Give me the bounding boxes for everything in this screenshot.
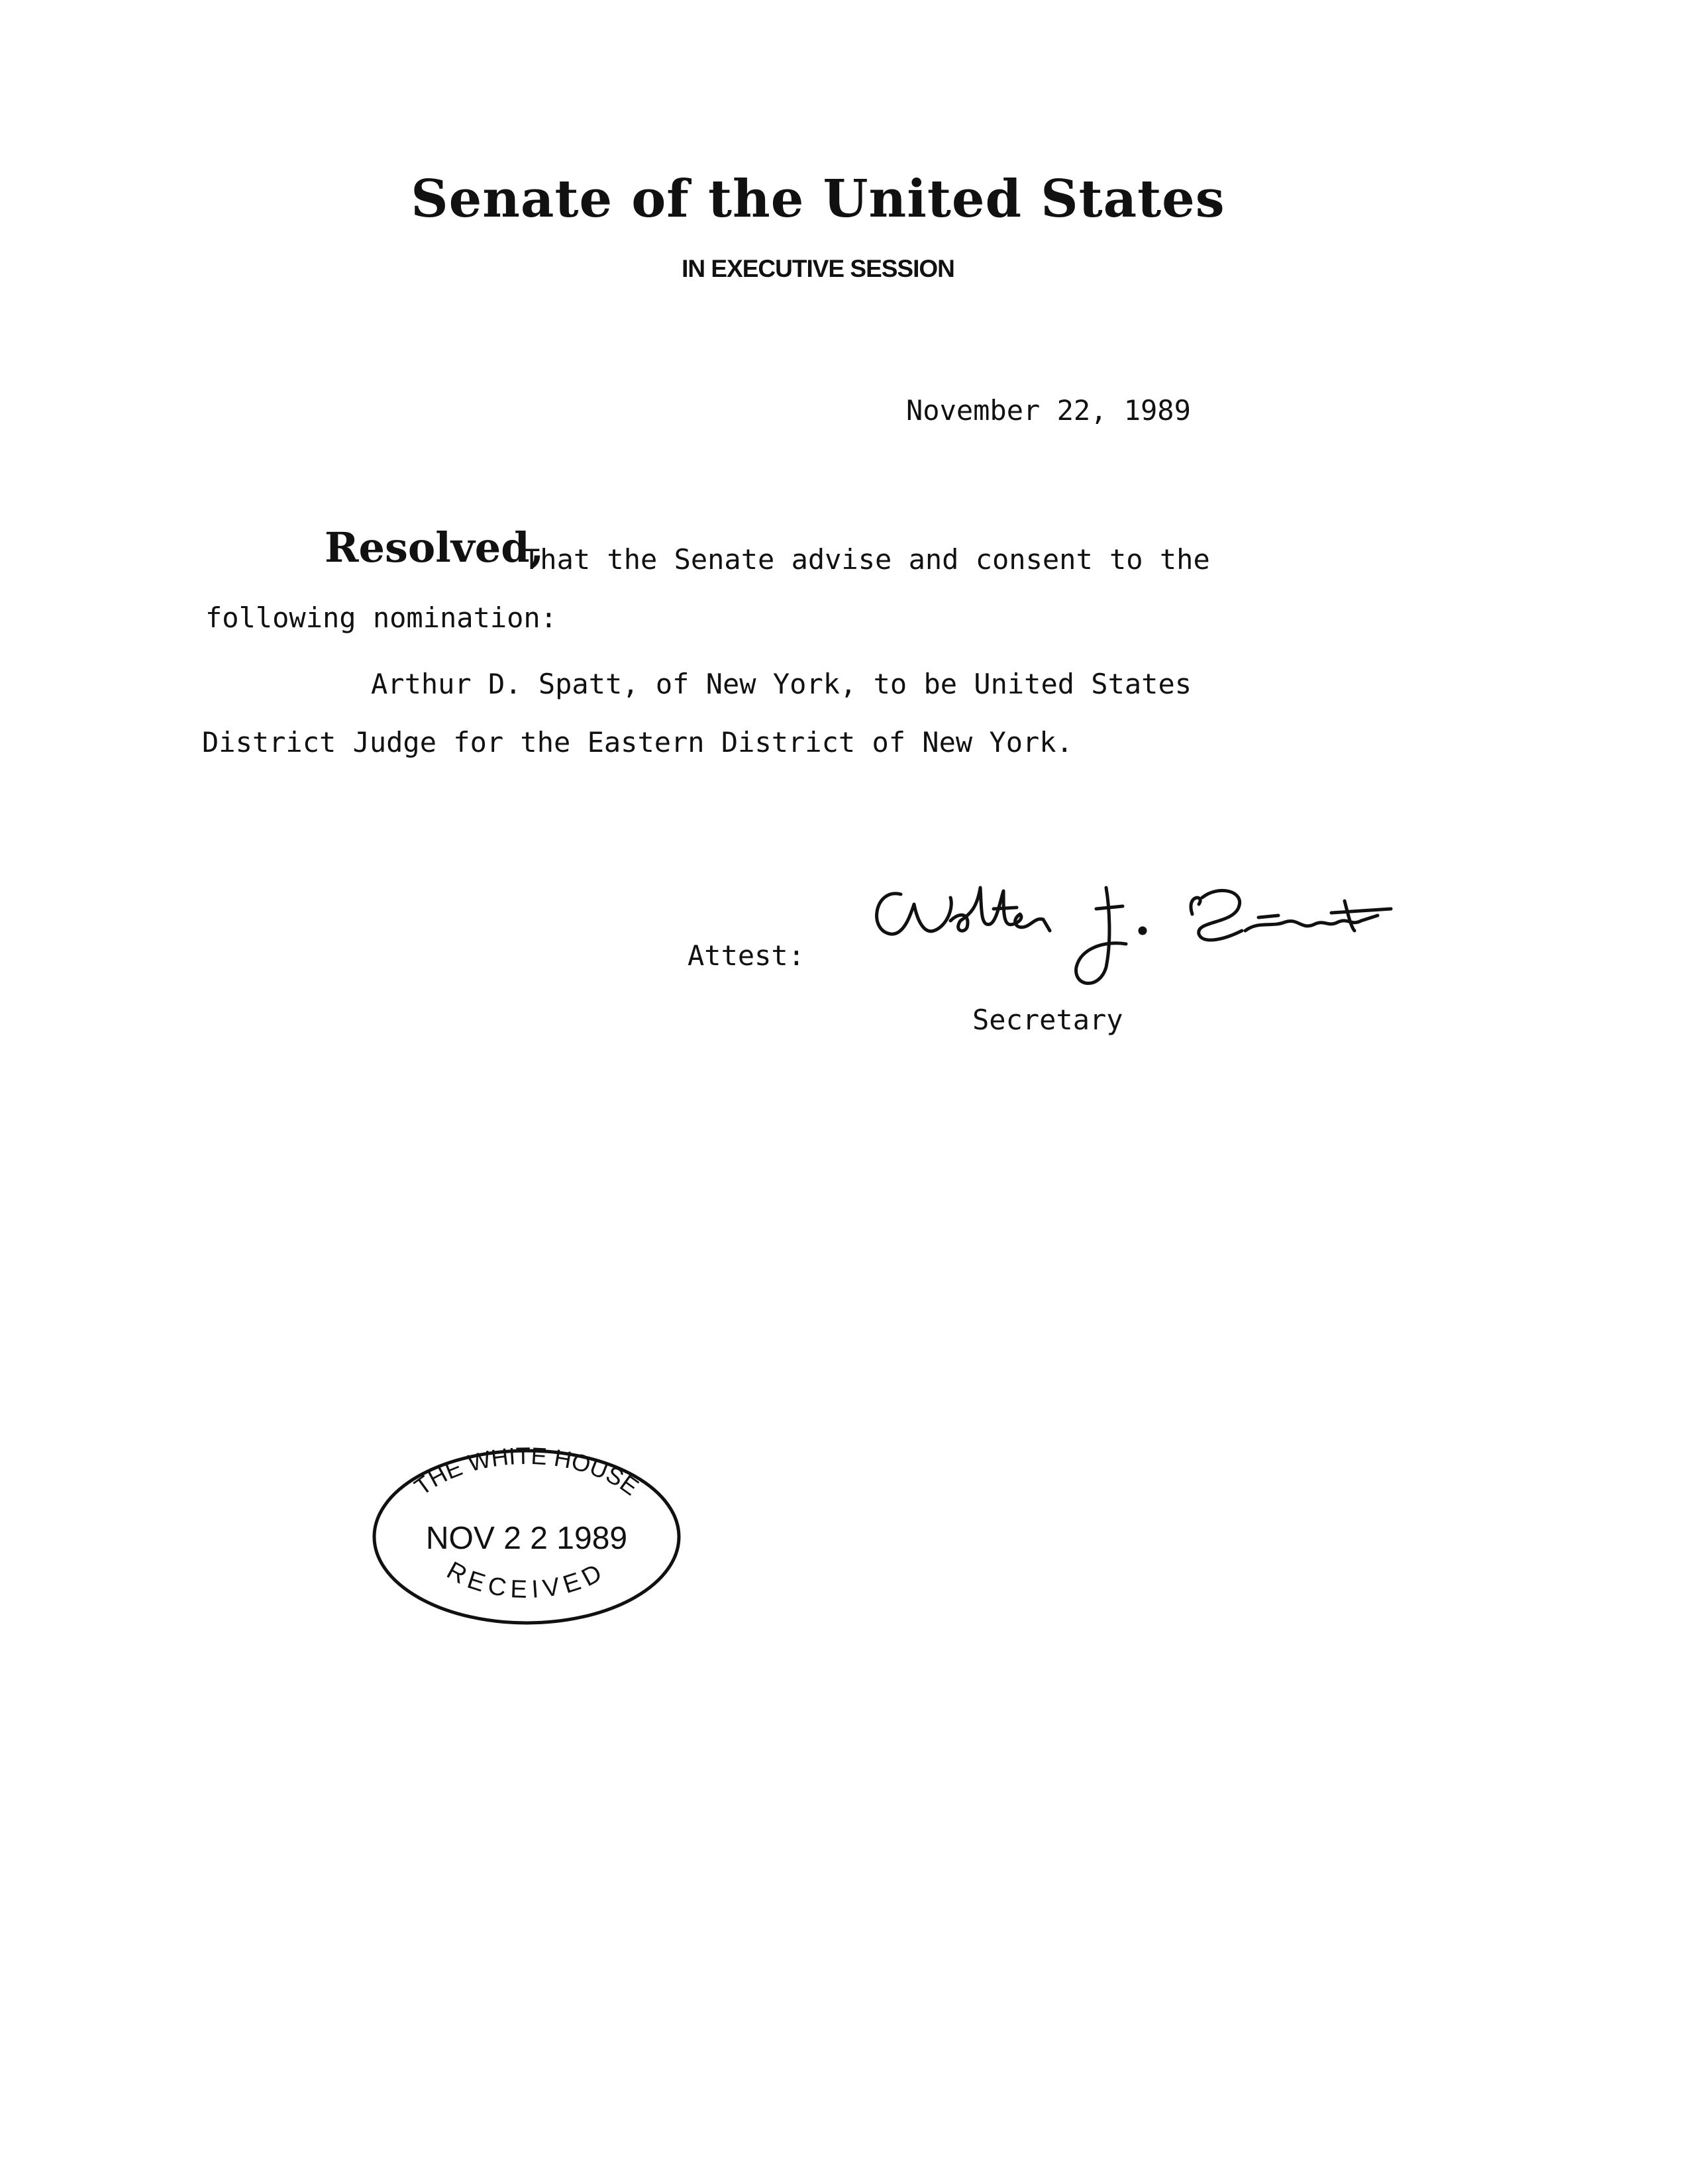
- attest-title: Secretary: [972, 1004, 1123, 1036]
- letterhead-subtitle: IN EXECUTIVE SESSION: [682, 255, 954, 282]
- white-house-received-stamp: [368, 1444, 686, 1630]
- resolution-line-2: following nomination:: [205, 601, 558, 634]
- stamp-top-text: THE WHITE HOUSE: [409, 1444, 644, 1501]
- secretary-signature: [861, 868, 1424, 1000]
- attest-label: Attest:: [688, 939, 805, 972]
- stamp-bottom-text: RECEIVED: [442, 1556, 611, 1604]
- document-date: November 22, 1989: [906, 394, 1191, 427]
- nomination-line-2: District Judge for the Eastern District of New York.: [202, 726, 1073, 758]
- nomination-line-1: Arthur D. Spatt, of New York, to be United States: [371, 668, 1192, 700]
- resolution-line-1: That the Senate advise and consent to the: [523, 543, 1210, 576]
- stamp-date: NOV 2 2 1989: [425, 1521, 628, 1556]
- resolved-word: Resolved,: [325, 523, 544, 572]
- letterhead-title: Senate of the United States: [411, 169, 1225, 229]
